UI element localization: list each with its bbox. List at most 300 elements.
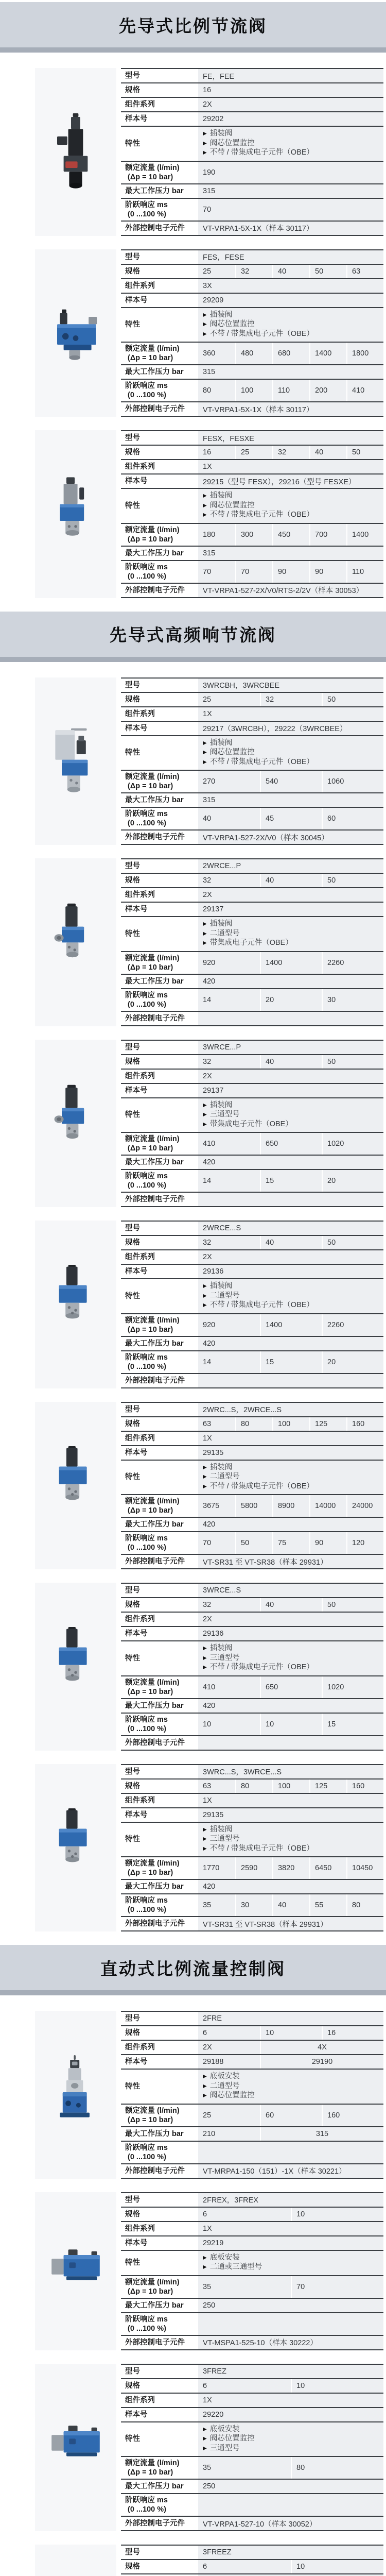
row-label-text: 外部控制电子元件 bbox=[125, 1014, 185, 1023]
row-label-subtext: (Δp = 10 bar) bbox=[128, 963, 173, 972]
row-values bbox=[198, 1070, 383, 1083]
row-label-text: 型号 bbox=[125, 434, 140, 442]
spec-value-electronics: VT-VRPA1-5X-1X（样本 30117） bbox=[203, 225, 314, 233]
feature-text: 不带 / 带集成电子元件（OBE） bbox=[209, 1844, 314, 1853]
row-values bbox=[198, 975, 383, 988]
spec-value-flow: 2260 bbox=[322, 1314, 383, 1336]
row-values bbox=[198, 903, 383, 916]
section-products bbox=[0, 662, 386, 1932]
row-label-text: 最大工作压力 bar bbox=[125, 2482, 184, 2490]
spec-row-datasheet bbox=[121, 1808, 383, 1823]
row-label bbox=[121, 1133, 198, 1155]
row-values bbox=[198, 1676, 383, 1698]
row-label-text: 额定流量 (l/min) bbox=[125, 526, 180, 534]
spec-row-model bbox=[121, 2546, 383, 2560]
spec-row-features bbox=[121, 127, 383, 162]
section-products bbox=[0, 1995, 386, 2576]
spec-value-flow: 540 bbox=[260, 771, 322, 792]
spec-value-flow: 1020 bbox=[322, 1676, 383, 1698]
section-products bbox=[0, 53, 386, 598]
row-label-text: 阶跃响应 ms bbox=[125, 2143, 168, 2152]
row-label-text: 样本号 bbox=[125, 1810, 148, 1819]
spec-value-size: 50 bbox=[309, 265, 346, 278]
spec-table bbox=[121, 2545, 383, 2576]
spec-row-size bbox=[121, 1598, 383, 1613]
spec-value-series: 2X bbox=[203, 1072, 212, 1080]
spec-row-step bbox=[121, 2494, 383, 2517]
spec-value-size: 100 bbox=[272, 1417, 309, 1431]
features-cell bbox=[198, 1641, 383, 1675]
row-values bbox=[198, 1279, 383, 1313]
row-label-text: 最大工作压力 bar bbox=[125, 1339, 184, 1348]
row-label-text: 规格 bbox=[125, 2381, 140, 2390]
row-label bbox=[121, 1532, 198, 1554]
spec-value-flow: 24000 bbox=[346, 1495, 383, 1517]
product-photo bbox=[35, 68, 116, 236]
row-values bbox=[198, 1156, 383, 1169]
row-label bbox=[121, 365, 198, 379]
feature-text: 底板安装 bbox=[209, 2425, 240, 2433]
row-label-text: 特性 bbox=[125, 1111, 140, 1120]
row-values bbox=[198, 1403, 383, 1416]
feature-item bbox=[203, 139, 379, 149]
spec-value-series: 3X bbox=[203, 281, 212, 290]
spec-value-flow: 160 bbox=[322, 2105, 383, 2126]
spec-row-model bbox=[121, 431, 383, 446]
row-values bbox=[198, 2494, 383, 2516]
row-label-text: 样本号 bbox=[125, 905, 148, 913]
row-label bbox=[121, 489, 198, 523]
row-label-text: 规格 bbox=[125, 448, 140, 456]
triangle-bullet-icon: ▶ bbox=[203, 1845, 207, 1852]
spec-value-series: 1X bbox=[203, 709, 212, 718]
spec-value-size: 25 bbox=[235, 446, 272, 459]
feature-item bbox=[203, 511, 379, 520]
spec-row-step bbox=[121, 808, 383, 831]
row-label bbox=[121, 2480, 198, 2493]
row-label bbox=[121, 793, 198, 807]
row-label bbox=[121, 917, 198, 951]
row-label-text: 额定流量 (l/min) bbox=[125, 773, 180, 781]
feature-text: 阀芯位置监控 bbox=[209, 2091, 255, 2099]
row-label bbox=[121, 2222, 198, 2235]
spec-value-step: 110 bbox=[272, 380, 309, 401]
row-label bbox=[121, 2517, 198, 2530]
feature-text: 阀芯位置监控 bbox=[209, 2434, 255, 2443]
spec-row-flow bbox=[121, 1857, 383, 1880]
row-label-text: 外部控制电子元件 bbox=[125, 586, 185, 595]
spec-row-features bbox=[121, 1641, 383, 1676]
spec-row-step bbox=[121, 1351, 383, 1374]
spec-value-size: 63 bbox=[346, 265, 383, 278]
feature-item bbox=[203, 320, 379, 330]
spec-value-flow: 35 bbox=[203, 2282, 212, 2291]
spec-value-step: 90 bbox=[272, 561, 309, 583]
row-values bbox=[198, 874, 383, 887]
spec-row-datasheet bbox=[121, 1084, 383, 1098]
spec-row-step bbox=[121, 199, 383, 222]
row-values bbox=[198, 1236, 383, 1249]
spec-value-flow: 1770 bbox=[203, 1864, 220, 1872]
row-label-text: 型号 bbox=[125, 862, 140, 870]
feature-text: 阀芯位置监控 bbox=[209, 501, 255, 510]
row-label bbox=[121, 250, 198, 264]
row-label bbox=[121, 343, 198, 364]
spec-table bbox=[121, 677, 383, 845]
row-label-text: 外部控制电子元件 bbox=[125, 405, 185, 413]
row-label bbox=[121, 1613, 198, 1626]
spec-value-series: 1X bbox=[203, 463, 212, 471]
spec-value-flow: 1400 bbox=[260, 952, 322, 974]
row-label bbox=[121, 584, 198, 597]
spec-value-flow: 1400 bbox=[346, 524, 383, 546]
spec-value-flow: 700 bbox=[309, 524, 346, 546]
row-label bbox=[121, 2208, 198, 2221]
spec-value-size: 40 bbox=[309, 446, 346, 459]
row-values bbox=[198, 1917, 383, 1930]
row-values bbox=[198, 1894, 383, 1916]
spec-value-pressure: 315 bbox=[203, 549, 216, 557]
row-label bbox=[121, 1012, 198, 1025]
spec-row-series bbox=[121, 2041, 383, 2055]
spec-value-flow: 3675 bbox=[203, 1502, 220, 1510]
spec-value-step: 410 bbox=[346, 380, 383, 401]
triangle-bullet-icon: ▶ bbox=[203, 1483, 207, 1489]
product-block bbox=[35, 1402, 383, 1570]
product-block bbox=[35, 1040, 383, 1208]
valve-illustration-blue-wide bbox=[43, 1627, 108, 1706]
spec-value-size: 160 bbox=[346, 1780, 383, 1793]
features-cell bbox=[198, 308, 383, 342]
feature-text: 二通型号 bbox=[209, 2081, 240, 2090]
spec-row-electronics bbox=[121, 831, 383, 844]
spec-value-flow: 2590 bbox=[235, 1857, 272, 1879]
spec-row-pressure bbox=[121, 793, 383, 808]
spec-value-pressure: 315 bbox=[203, 187, 216, 195]
row-label bbox=[121, 2012, 198, 2025]
spec-value-step: 10 bbox=[203, 1720, 212, 1728]
feature-text: 二通型号 bbox=[209, 929, 240, 938]
row-label bbox=[121, 1170, 198, 1192]
spec-value-step: 80 bbox=[203, 386, 212, 395]
spec-value-size: 125 bbox=[309, 1417, 346, 1431]
feature-text: 不带 / 带集成电子元件（OBE） bbox=[209, 1301, 314, 1309]
spec-value-size: 63 bbox=[203, 1782, 212, 1790]
row-label-text: 特性 bbox=[125, 501, 140, 510]
product-block bbox=[35, 2011, 383, 2179]
feature-text: 不带 / 带集成电子元件（OBE） bbox=[209, 148, 314, 157]
spec-table bbox=[121, 2011, 383, 2179]
valve-illustration-steel-cube bbox=[43, 2055, 108, 2134]
spec-value-pressure: 420 bbox=[203, 1158, 216, 1166]
product-photo bbox=[35, 2545, 116, 2576]
row-label bbox=[121, 1432, 198, 1445]
row-label bbox=[121, 1193, 198, 1206]
spec-table bbox=[121, 858, 383, 1026]
row-label-text: 外部控制电子元件 bbox=[125, 1738, 185, 1747]
spec-row-flow bbox=[121, 162, 383, 184]
row-label-subtext: (Δp = 10 bar) bbox=[128, 2468, 173, 2477]
row-label-subtext: (0 ...100 %) bbox=[128, 1544, 166, 1552]
row-label-text: 外部控制电子元件 bbox=[125, 1920, 185, 1928]
spec-row-datasheet bbox=[121, 1265, 383, 1279]
row-label bbox=[121, 1055, 198, 1069]
spec-row-pressure bbox=[121, 2299, 383, 2313]
spec-row-series bbox=[121, 1070, 383, 1084]
row-label-text: 样本号 bbox=[125, 296, 148, 304]
row-values bbox=[198, 2574, 383, 2576]
row-values bbox=[198, 1808, 383, 1822]
row-label-text: 阶跃响应 ms bbox=[125, 2496, 168, 2504]
feature-item bbox=[203, 939, 379, 948]
row-label-text: 规格 bbox=[125, 267, 140, 276]
row-label bbox=[121, 952, 198, 974]
spec-value-series: 1X bbox=[203, 2396, 212, 2404]
row-values bbox=[198, 250, 383, 264]
spec-value-step: 90 bbox=[309, 561, 346, 583]
row-label-text: 额定流量 (l/min) bbox=[125, 2106, 180, 2115]
spec-row-model bbox=[121, 250, 383, 265]
row-label bbox=[121, 2164, 198, 2178]
row-label-text: 样本号 bbox=[125, 1630, 148, 1638]
row-values bbox=[198, 1084, 383, 1097]
row-values bbox=[198, 2546, 383, 2559]
triangle-bullet-icon: ▶ bbox=[203, 150, 207, 156]
spec-row-step bbox=[121, 561, 383, 584]
row-label-text: 规格 bbox=[125, 695, 140, 704]
spec-value-flow: 1400 bbox=[260, 1314, 322, 1336]
spec-row-datasheet bbox=[121, 2236, 383, 2251]
section-header-strip bbox=[0, 47, 386, 53]
spec-value-series: 2X bbox=[203, 2043, 212, 2052]
row-label-subtext: (Δp = 10 bar) bbox=[128, 1144, 173, 1153]
row-label-subtext: (0 ...100 %) bbox=[128, 1000, 166, 1009]
row-values bbox=[198, 1041, 383, 1054]
spec-row-electronics bbox=[121, 1917, 383, 1930]
row-values bbox=[198, 952, 383, 974]
spec-value-size: 80 bbox=[235, 1417, 272, 1431]
spec-row-electronics bbox=[121, 1374, 383, 1387]
triangle-bullet-icon: ▶ bbox=[203, 930, 207, 937]
spec-value-size: 50 bbox=[322, 874, 383, 887]
product-block bbox=[35, 1583, 383, 1751]
row-values bbox=[198, 1627, 383, 1640]
row-values bbox=[198, 265, 383, 278]
feature-item bbox=[203, 1110, 379, 1120]
spec-row-series bbox=[121, 279, 383, 294]
spec-row-electronics bbox=[121, 1736, 383, 1750]
spec-value-model: 3WRCE...S bbox=[203, 1586, 241, 1595]
spec-value-step: 80 bbox=[346, 1894, 383, 1916]
spec-row-datasheet bbox=[121, 2408, 383, 2422]
row-values bbox=[198, 2105, 383, 2126]
row-label bbox=[121, 2336, 198, 2349]
row-values bbox=[198, 184, 383, 198]
features-cell bbox=[198, 2422, 383, 2456]
feature-text: 阀芯位置监控 bbox=[209, 139, 255, 147]
spec-row-electronics bbox=[121, 402, 383, 416]
spec-value-series: 2X bbox=[203, 1615, 212, 1623]
triangle-bullet-icon: ▶ bbox=[203, 131, 207, 137]
feature-item bbox=[203, 1472, 379, 1482]
row-label bbox=[121, 1714, 198, 1735]
catalog-section bbox=[0, 1945, 386, 2576]
row-values bbox=[198, 1446, 383, 1460]
section-title: 先导式比例节流阀 bbox=[119, 16, 267, 36]
spec-row-series bbox=[121, 707, 383, 722]
spec-value-pressure: 420 bbox=[203, 1520, 216, 1529]
row-label-text: 规格 bbox=[125, 2210, 140, 2218]
spec-value-datasheet: 29137 bbox=[203, 1086, 224, 1095]
triangle-bullet-icon: ▶ bbox=[203, 1102, 207, 1108]
valve-illustration-blue-wide bbox=[43, 1808, 108, 1887]
spec-value-flow: 920 bbox=[203, 958, 216, 967]
row-label-text: 额定流量 (l/min) bbox=[125, 2459, 180, 2467]
row-label-text: 最大工作压力 bar bbox=[125, 187, 184, 195]
spec-value-step: 75 bbox=[272, 1532, 309, 1554]
row-label-subtext: (Δp = 10 bar) bbox=[128, 173, 173, 181]
row-label bbox=[121, 2313, 198, 2335]
row-label-text: 最大工作压力 bar bbox=[125, 1701, 184, 1710]
row-label-text: 组件系列 bbox=[125, 2396, 155, 2404]
spec-value-size: 10 bbox=[291, 2379, 383, 2393]
row-label-text: 型号 bbox=[125, 1405, 140, 1414]
spec-value-model: 2WRCE...P bbox=[203, 862, 241, 870]
row-label-text: 特性 bbox=[125, 1654, 140, 1663]
row-values bbox=[198, 1374, 383, 1387]
spec-row-datasheet bbox=[121, 474, 383, 489]
row-label bbox=[121, 98, 198, 111]
row-values bbox=[198, 2127, 383, 2141]
spec-value-pressure: 250 bbox=[203, 2301, 216, 2310]
row-label bbox=[121, 888, 198, 902]
catalog-page bbox=[0, 2, 386, 2576]
row-label-text: 阶跃响应 ms bbox=[125, 1715, 168, 1724]
spec-value-electronics: VT-MRPA1-150（151）-1X（样本 30221） bbox=[203, 2167, 346, 2176]
spec-row-pressure bbox=[121, 1880, 383, 1894]
row-label-text: 组件系列 bbox=[125, 1253, 155, 1261]
spec-value-step bbox=[198, 2313, 383, 2335]
triangle-bullet-icon: ▶ bbox=[203, 750, 207, 755]
row-label bbox=[121, 2408, 198, 2421]
row-label-subtext: (Δp = 10 bar) bbox=[128, 782, 173, 790]
spec-row-size bbox=[121, 446, 383, 460]
product-block bbox=[35, 2192, 383, 2350]
row-label bbox=[121, 2560, 198, 2573]
triangle-bullet-icon: ▶ bbox=[203, 1665, 207, 1670]
valve-illustration-blue-wide bbox=[43, 1446, 108, 1525]
row-label-subtext: (0 ...100 %) bbox=[128, 1181, 166, 1190]
row-values bbox=[198, 2517, 383, 2530]
spec-value-step: 35 bbox=[203, 1901, 212, 1909]
spec-value-step: 70 bbox=[203, 567, 212, 576]
row-label-text: 组件系列 bbox=[125, 1434, 155, 1443]
row-values bbox=[198, 2070, 383, 2104]
feature-item bbox=[203, 2444, 379, 2454]
row-label-text: 型号 bbox=[125, 2548, 140, 2556]
row-label bbox=[121, 265, 198, 278]
section-title: 先导式高频响节流阀 bbox=[110, 625, 276, 645]
row-label-text: 规格 bbox=[125, 1057, 140, 1066]
row-label bbox=[121, 2379, 198, 2393]
feature-item bbox=[203, 1101, 379, 1111]
row-label bbox=[121, 1156, 198, 1169]
spec-value-electronics: VT-VRPA1-527-2X/V0/RTS-2/2V（样本 30053） bbox=[203, 587, 364, 595]
row-label-text: 样本号 bbox=[125, 2239, 148, 2247]
row-label bbox=[121, 736, 198, 770]
spec-value-step: 70 bbox=[203, 1539, 212, 1547]
product-block bbox=[35, 1764, 383, 1932]
spec-value-step: 100 bbox=[235, 380, 272, 401]
row-label bbox=[121, 1917, 198, 1930]
row-label-text: 样本号 bbox=[125, 1267, 148, 1276]
spec-value-size: 50 bbox=[322, 1598, 383, 1612]
row-label-text: 组件系列 bbox=[125, 281, 155, 290]
spec-value-step: 40 bbox=[203, 815, 212, 823]
row-values bbox=[198, 2457, 383, 2479]
row-label bbox=[121, 524, 198, 546]
spec-value-step: 14 bbox=[203, 1177, 212, 1185]
row-label-text: 额定流量 (l/min) bbox=[125, 954, 180, 962]
feature-text: 带集成电子元件（OBE） bbox=[209, 939, 293, 947]
row-values bbox=[198, 2336, 383, 2349]
row-label bbox=[121, 446, 198, 459]
row-values bbox=[198, 2379, 383, 2393]
spec-row-flow bbox=[121, 343, 383, 365]
row-label-text: 额定流量 (l/min) bbox=[125, 1678, 180, 1687]
feature-item bbox=[203, 1301, 379, 1311]
row-label-text: 样本号 bbox=[125, 2410, 148, 2419]
row-label-text: 阶跃响应 ms bbox=[125, 810, 168, 818]
spec-value-datasheet: 29202 bbox=[203, 115, 224, 123]
spec-value-pressure: 420 bbox=[203, 1339, 216, 1348]
spec-value-flow: 1060 bbox=[322, 771, 383, 792]
triangle-bullet-icon: ▶ bbox=[203, 2255, 207, 2261]
row-values bbox=[198, 989, 383, 1011]
row-label bbox=[121, 127, 198, 161]
feature-item bbox=[203, 2082, 379, 2092]
row-label bbox=[121, 831, 198, 844]
row-label bbox=[121, 1236, 198, 1249]
spec-value-datasheet: 29219 bbox=[203, 2239, 224, 2247]
triangle-bullet-icon: ▶ bbox=[203, 1474, 207, 1480]
spec-value-series: 2X bbox=[203, 1253, 212, 1261]
feature-item bbox=[203, 1292, 379, 1301]
spec-table bbox=[121, 68, 383, 236]
spec-row-features bbox=[121, 1461, 383, 1496]
row-label-text: 外部控制电子元件 bbox=[125, 833, 185, 841]
spec-row-features bbox=[121, 2251, 383, 2276]
spec-value-size: 40 bbox=[260, 874, 322, 887]
row-label bbox=[121, 1461, 198, 1495]
row-values bbox=[198, 679, 383, 692]
spec-value-model: 3WRC...S，3WRCE...S bbox=[203, 1768, 282, 1776]
spec-value-size: 32 bbox=[272, 446, 309, 459]
spec-table bbox=[121, 1764, 383, 1932]
row-label bbox=[121, 380, 198, 401]
feature-text: 插装阀 bbox=[209, 492, 233, 500]
row-label-subtext: (Δp = 10 bar) bbox=[128, 1325, 173, 1334]
valve-illustration-gray-tower bbox=[43, 474, 108, 553]
spec-row-step bbox=[121, 1170, 383, 1193]
row-label-text: 组件系列 bbox=[125, 709, 155, 718]
spec-row-electronics bbox=[121, 584, 383, 597]
spec-row-datasheet bbox=[121, 722, 383, 736]
row-label bbox=[121, 707, 198, 721]
product-block bbox=[35, 677, 383, 845]
feature-item bbox=[203, 1644, 379, 1654]
row-label bbox=[121, 1598, 198, 1612]
